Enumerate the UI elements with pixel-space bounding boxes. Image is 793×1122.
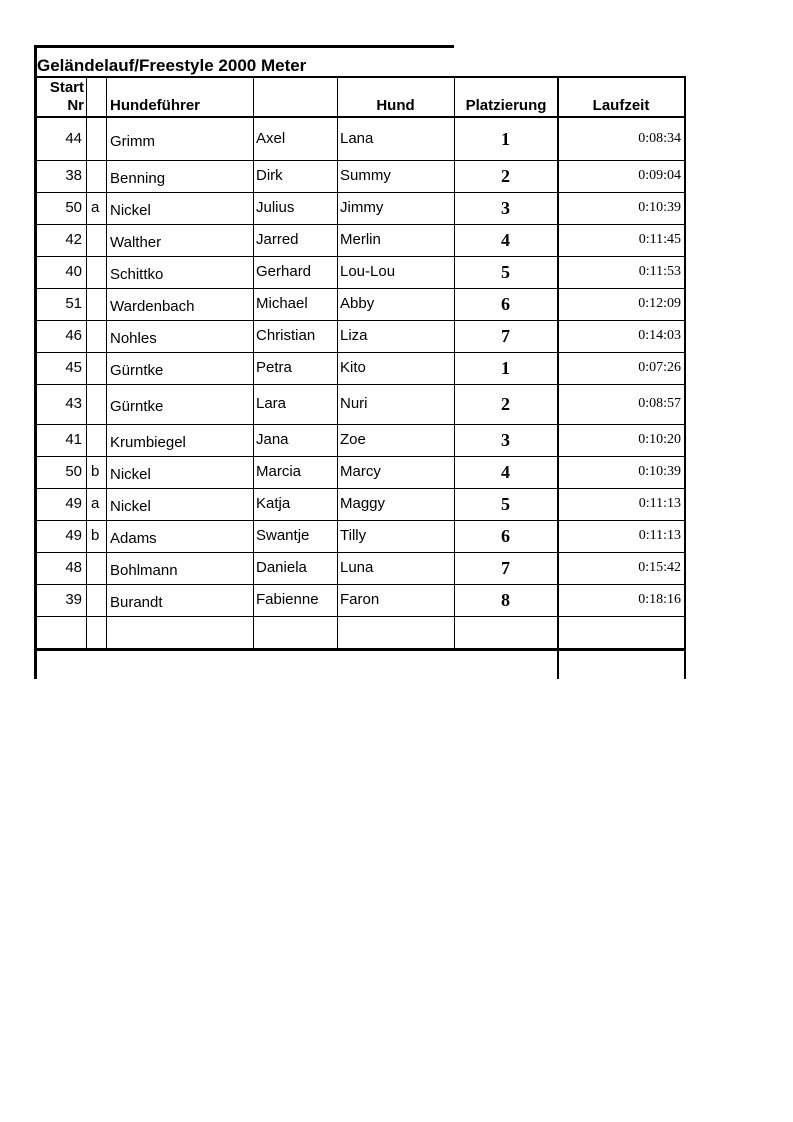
start-number: 38 bbox=[65, 167, 82, 184]
handler-first-name: Gerhard bbox=[256, 263, 312, 280]
start-number: 43 bbox=[65, 395, 82, 412]
run-time: 0:11:45 bbox=[638, 232, 681, 247]
start-number: 51 bbox=[65, 295, 82, 312]
placement-value: 1 bbox=[501, 129, 510, 149]
header-bottom-line bbox=[34, 116, 685, 118]
run-time: 0:11:13 bbox=[638, 528, 681, 543]
column-divider bbox=[253, 76, 254, 648]
column-divider bbox=[557, 76, 559, 679]
dog-name: Kito bbox=[340, 359, 366, 376]
handler-last-name: Nohles bbox=[110, 330, 157, 347]
top-border-line bbox=[34, 45, 454, 48]
handler-first-name: Michael bbox=[256, 295, 308, 312]
dog-name: Zoe bbox=[340, 431, 366, 448]
handler-first-name: Swantje bbox=[256, 527, 310, 544]
page-title: Geländelauf/Freestyle 2000 Meter bbox=[37, 56, 307, 75]
start-number: 48 bbox=[65, 559, 82, 576]
placement-value: 4 bbox=[501, 230, 510, 250]
handler-last-name: Wardenbach bbox=[110, 298, 195, 315]
placement-value: 6 bbox=[501, 526, 510, 546]
row-divider bbox=[34, 384, 685, 385]
handler-last-name: Krumbiegel bbox=[110, 434, 186, 451]
placement-value: 3 bbox=[501, 198, 510, 218]
placement-value: 7 bbox=[501, 558, 510, 578]
row-divider bbox=[34, 424, 685, 425]
row-divider bbox=[34, 616, 685, 617]
handler-first-name: Katja bbox=[256, 495, 291, 512]
row-divider bbox=[34, 320, 685, 321]
run-time: 0:14:03 bbox=[638, 328, 681, 343]
handler-last-name: Nickel bbox=[110, 202, 151, 219]
header-placement: Platzierung bbox=[465, 97, 547, 114]
handler-first-name: Dirk bbox=[256, 167, 283, 184]
start-number: 41 bbox=[65, 431, 82, 448]
run-time: 0:09:04 bbox=[638, 168, 681, 183]
dog-name: Summy bbox=[340, 167, 391, 184]
run-time: 0:11:53 bbox=[638, 264, 681, 279]
row-divider bbox=[34, 648, 685, 651]
start-number: 49 bbox=[65, 527, 82, 544]
run-time: 0:15:42 bbox=[638, 560, 681, 575]
header-handler: Hundeführer bbox=[110, 97, 200, 114]
start-number: 42 bbox=[65, 231, 82, 248]
row-divider bbox=[34, 352, 685, 353]
dog-name: Luna bbox=[340, 559, 374, 576]
handler-first-name: Christian bbox=[256, 327, 316, 344]
handler-first-name: Julius bbox=[256, 199, 295, 216]
dog-name: Maggy bbox=[340, 495, 386, 512]
start-number: 49 bbox=[65, 495, 82, 512]
row-divider bbox=[34, 288, 685, 289]
run-time: 0:10:39 bbox=[638, 200, 681, 215]
row-divider bbox=[34, 584, 685, 585]
handler-last-name: Benning bbox=[110, 170, 166, 187]
handler-first-name: Marcia bbox=[256, 463, 302, 480]
header-dog: Hund bbox=[376, 97, 415, 114]
handler-first-name: Petra bbox=[256, 359, 292, 376]
placement-value: 4 bbox=[501, 462, 510, 482]
placement-value: 1 bbox=[501, 358, 510, 378]
dog-name: Tilly bbox=[340, 527, 367, 544]
handler-first-name: Fabienne bbox=[256, 591, 319, 608]
run-time: 0:07:26 bbox=[638, 360, 681, 375]
header-start: Start bbox=[49, 79, 84, 96]
run-time: 0:10:20 bbox=[638, 432, 681, 447]
column-divider bbox=[106, 76, 107, 648]
start-suffix: a bbox=[91, 495, 100, 512]
placement-value: 6 bbox=[501, 294, 510, 314]
row-divider bbox=[34, 552, 685, 553]
header-nr: Nr bbox=[67, 97, 84, 114]
handler-last-name: Adams bbox=[110, 530, 157, 547]
start-number: 39 bbox=[65, 591, 82, 608]
dog-name: Abby bbox=[340, 295, 375, 312]
handler-last-name: Grimm bbox=[110, 133, 155, 150]
placement-value: 5 bbox=[501, 262, 510, 282]
handler-last-name: Bohlmann bbox=[110, 562, 178, 579]
dog-name: Lou-Lou bbox=[340, 263, 396, 280]
placement-value: 8 bbox=[501, 590, 510, 610]
run-time: 0:11:13 bbox=[638, 496, 681, 511]
handler-last-name: Nickel bbox=[110, 498, 151, 515]
dog-name: Marcy bbox=[340, 463, 381, 480]
handler-last-name: Nickel bbox=[110, 466, 151, 483]
handler-last-name: Schittko bbox=[110, 266, 164, 283]
start-suffix: b bbox=[91, 463, 100, 480]
start-number: 46 bbox=[65, 327, 82, 344]
handler-first-name: Lara bbox=[256, 395, 287, 412]
row-divider bbox=[34, 520, 685, 521]
row-divider bbox=[34, 456, 685, 457]
start-suffix: b bbox=[91, 527, 100, 544]
start-number: 44 bbox=[65, 130, 82, 147]
dog-name: Jimmy bbox=[340, 199, 384, 216]
run-time: 0:08:34 bbox=[638, 131, 681, 146]
title-underline bbox=[34, 76, 685, 78]
start-number: 50 bbox=[65, 199, 82, 216]
run-time: 0:18:16 bbox=[638, 592, 681, 607]
right-border-line bbox=[684, 76, 686, 679]
row-divider bbox=[34, 224, 685, 225]
start-number: 45 bbox=[65, 359, 82, 376]
placement-value: 2 bbox=[501, 394, 510, 414]
placement-value: 7 bbox=[501, 326, 510, 346]
handler-first-name: Axel bbox=[256, 130, 286, 147]
row-divider bbox=[34, 256, 685, 257]
dog-name: Nuri bbox=[340, 395, 368, 412]
placement-value: 3 bbox=[501, 430, 510, 450]
placement-value: 5 bbox=[501, 494, 510, 514]
dog-name: Faron bbox=[340, 591, 380, 608]
row-divider bbox=[34, 160, 685, 161]
placement-value: 2 bbox=[501, 166, 510, 186]
run-time: 0:10:39 bbox=[638, 464, 681, 479]
dog-name: Liza bbox=[340, 327, 368, 344]
header-time: Laufzeit bbox=[592, 97, 650, 114]
start-number: 40 bbox=[65, 263, 82, 280]
handler-first-name: Jana bbox=[256, 431, 289, 448]
dog-name: Merlin bbox=[340, 231, 381, 248]
column-divider bbox=[86, 76, 87, 648]
run-time: 0:12:09 bbox=[638, 296, 681, 311]
handler-first-name: Jarred bbox=[256, 231, 299, 248]
dog-name: Lana bbox=[340, 130, 374, 147]
run-time: 0:08:57 bbox=[638, 396, 681, 411]
column-divider bbox=[337, 76, 338, 648]
start-suffix: a bbox=[91, 199, 100, 216]
start-number: 50 bbox=[65, 463, 82, 480]
handler-last-name: Walther bbox=[110, 234, 162, 251]
handler-last-name: Burandt bbox=[110, 594, 163, 611]
row-divider bbox=[34, 488, 685, 489]
handler-first-name: Daniela bbox=[256, 559, 307, 576]
handler-last-name: Gürntke bbox=[110, 362, 164, 379]
handler-last-name: Gürntke bbox=[110, 398, 164, 415]
row-divider bbox=[34, 192, 685, 193]
